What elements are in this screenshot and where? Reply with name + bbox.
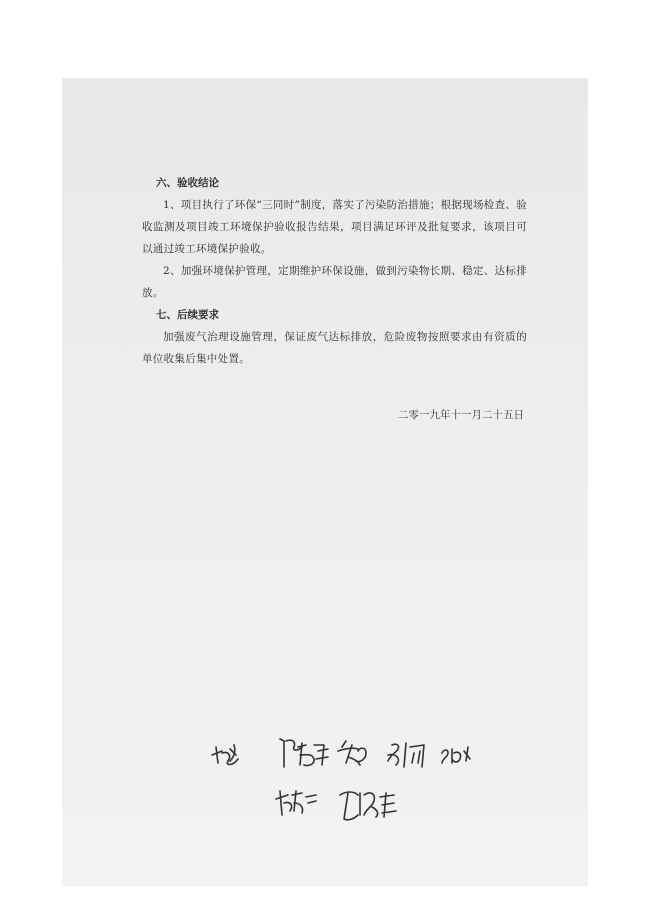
document-body [142, 172, 527, 370]
signature-6 [276, 791, 316, 815]
section-6-paragraph-2: 2、加强环境保护管理，定期维护环保设施，做到污染物长期、稳定、达标排放。 [142, 265, 527, 299]
signature-area [202, 733, 532, 843]
section-7-heading: 七、后续要求 [156, 309, 219, 321]
signature-1 [212, 745, 238, 765]
section-6-heading: 六、验收结论 [156, 177, 219, 189]
section-7-paragraph-1: 加强废气治理设施管理，保证废气达标排放，危险废物按照要求由有资质的单位收集后集中处置。 [142, 331, 527, 365]
document-date: 二零一九年十一月二十五日 [398, 409, 524, 421]
signature-5 [442, 747, 470, 763]
signature-3 [338, 741, 366, 765]
signature-2 [280, 739, 328, 767]
document-page [62, 78, 588, 886]
signature-4 [388, 743, 424, 767]
signature-7 [340, 792, 396, 820]
handwritten-signatures [202, 733, 532, 843]
section-6-paragraph-1: 1、项目执行了环保“三同时”制度，落实了污染防治措施；根据现场检查、验收监测及项目竣工环境保护验收报告结果，项目满足环评及批复要求，该项目可以通过竣工环境保护验收。 [142, 199, 527, 255]
